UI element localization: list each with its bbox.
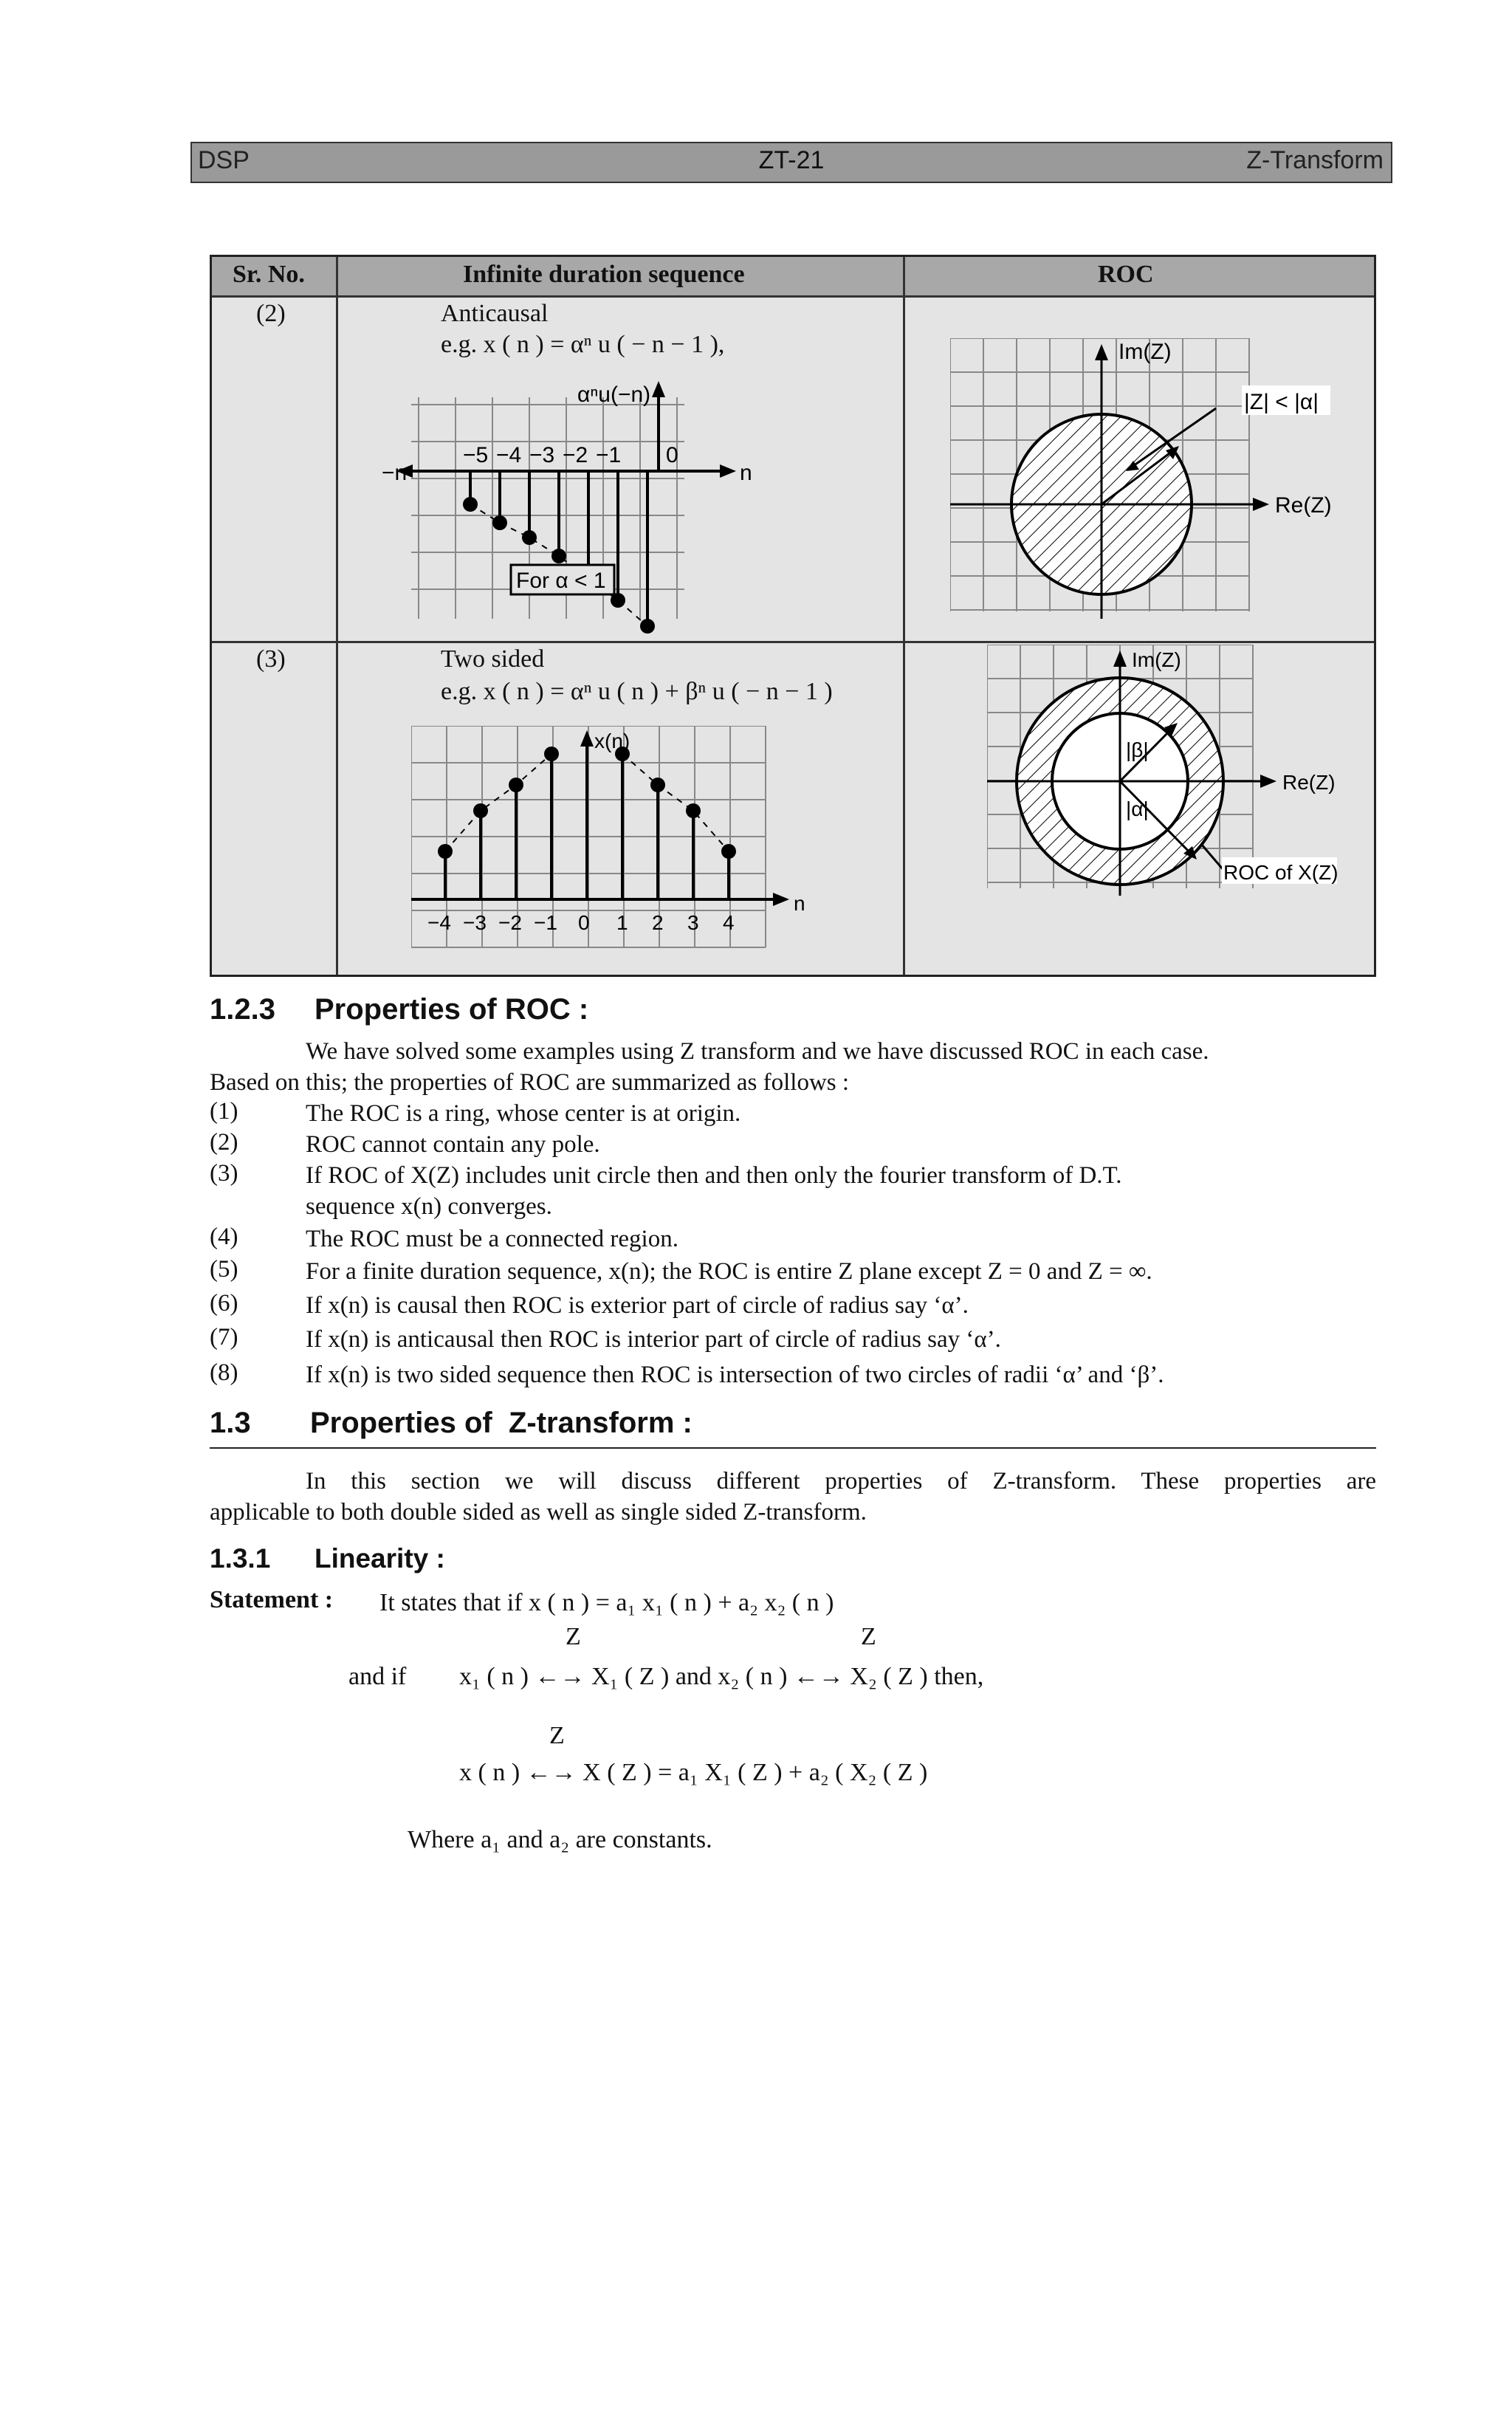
row-divider bbox=[212, 295, 1374, 298]
list-item: If x(n) is causal then ROC is exterior part of circle of radius say ‘α’. bbox=[306, 1292, 969, 1319]
two-sided-stem-plot bbox=[411, 726, 825, 962]
and-if-label: and if bbox=[348, 1663, 407, 1690]
section-title: Properties of ROC : bbox=[315, 993, 589, 1026]
anticausal-stem-plot bbox=[382, 375, 795, 634]
two-sided-roc-plot bbox=[987, 645, 1371, 970]
sec13-line-1: In this section we will discuss different properties of Z-transform. These properties are bbox=[306, 1468, 1376, 1495]
z-label: Z bbox=[861, 1623, 876, 1650]
sec13-line-2: applicable to both double sided as well as single sided Z-transform. bbox=[210, 1499, 867, 1526]
plot-label: x(n) bbox=[594, 730, 630, 752]
list-item-number: (8) bbox=[210, 1359, 238, 1386]
col-header-sequence: Infinite duration sequence bbox=[463, 261, 745, 288]
roc-axis-re: Re(Z) bbox=[1275, 493, 1332, 518]
tick-label: −1 bbox=[596, 443, 622, 467]
section-rule bbox=[210, 1447, 1376, 1449]
list-item-number: (3) bbox=[210, 1160, 238, 1187]
roc-axis-im: Im(Z) bbox=[1132, 648, 1181, 671]
tick-label: 1 bbox=[616, 911, 628, 934]
roc-radius-beta: |β| bbox=[1126, 738, 1149, 761]
tick-label: −1 bbox=[534, 911, 557, 934]
tick-label: −4 bbox=[496, 443, 522, 467]
tick-label: −4 bbox=[427, 911, 451, 934]
list-item: If x(n) is two sided sequence then ROC is intersection of two circles of radii ‘α’ and ‘β’. bbox=[306, 1362, 1164, 1388]
header-right: Z-Transform bbox=[1246, 146, 1384, 174]
intro-line-2: Based on this; the properties of ROC are summarized as follows : bbox=[210, 1069, 850, 1096]
statement-label: Statement : bbox=[210, 1586, 334, 1613]
tick-label: 3 bbox=[687, 911, 699, 934]
anticausal-roc-plot bbox=[950, 338, 1364, 626]
row-divider bbox=[212, 641, 1374, 643]
z-label: Z bbox=[566, 1623, 581, 1650]
roc-region-label: ROC of X(Z) bbox=[1223, 861, 1339, 884]
row-title: Two sided bbox=[441, 645, 545, 673]
table-header-row bbox=[212, 257, 1374, 295]
axis-label-pos: n bbox=[794, 892, 805, 915]
z-label: Z bbox=[549, 1722, 565, 1749]
tick-label: −3 bbox=[529, 443, 555, 467]
axis-label-pos: n bbox=[740, 461, 752, 485]
list-item-continued: sequence x(n) converges. bbox=[306, 1193, 552, 1220]
tick-label: −5 bbox=[463, 443, 489, 467]
intro-line-1: We have solved some examples using Z transform and we have discussed ROC in each case. bbox=[306, 1038, 1209, 1065]
list-item-number: (6) bbox=[210, 1290, 238, 1317]
list-item: The ROC is a ring, whose center is at origin. bbox=[306, 1100, 741, 1127]
plot-label: αⁿu(−n) bbox=[577, 382, 651, 407]
tick-label: 0 bbox=[666, 443, 678, 467]
header-left: DSP bbox=[198, 146, 250, 174]
section-title: Properties of Z-transform : bbox=[310, 1407, 693, 1439]
col-divider bbox=[903, 257, 905, 975]
roc-radius-alpha: |α| bbox=[1126, 797, 1149, 820]
page-header bbox=[190, 142, 1392, 183]
list-item: For a finite duration sequence, x(n); the ROC is entire Z plane except Z = 0 and Z = ∞. bbox=[306, 1258, 1152, 1285]
list-item: The ROC must be a connected region. bbox=[306, 1226, 678, 1252]
linearity-line-3: x ( n ) ←→ X ( Z ) = a₁ X₁ ( Z ) + a₂ ( X₂ ( Z ) bbox=[459, 1759, 928, 1786]
list-item: ROC cannot contain any pole. bbox=[306, 1131, 600, 1158]
tick-label: −3 bbox=[463, 911, 487, 934]
list-item-number: (1) bbox=[210, 1098, 238, 1125]
row-number: (3) bbox=[256, 645, 286, 673]
row-title: Anticausal bbox=[441, 300, 549, 327]
col-header-roc: ROC bbox=[1098, 261, 1154, 288]
header-page-number: ZT-21 bbox=[758, 146, 825, 174]
roc-table bbox=[210, 255, 1376, 977]
tick-label: −2 bbox=[563, 443, 588, 467]
tick-label: −2 bbox=[498, 911, 522, 934]
linearity-line-1: It states that if x ( n ) = a₁ x₁ ( n ) + a₂ x₂ ( n ) bbox=[379, 1589, 834, 1616]
axis-label-neg: −n bbox=[382, 461, 408, 485]
row-number: (2) bbox=[256, 300, 286, 327]
list-item-number: (4) bbox=[210, 1224, 238, 1250]
linearity-line-2: x₁ ( n ) ←→ X₁ ( Z ) and x₂ ( n ) ←→ X₂ ( Z ) then, bbox=[459, 1663, 984, 1690]
row-example: e.g. x ( n ) = αⁿ u ( − n − 1 ), bbox=[441, 331, 725, 358]
list-item-number: (2) bbox=[210, 1129, 238, 1156]
list-item-number: (7) bbox=[210, 1324, 238, 1351]
roc-condition: |Z| < |α| bbox=[1244, 390, 1319, 414]
plot-note: For α < 1 bbox=[516, 569, 606, 593]
roc-axis-re: Re(Z) bbox=[1282, 771, 1336, 794]
list-item-number: (5) bbox=[210, 1256, 238, 1283]
row-example: e.g. x ( n ) = αⁿ u ( n ) + βⁿ u ( − n − 1 ) bbox=[441, 678, 833, 705]
tick-label: 0 bbox=[578, 911, 590, 934]
tick-label: 2 bbox=[652, 911, 664, 934]
col-divider bbox=[336, 257, 338, 975]
section-number: 1.2.3 bbox=[210, 993, 275, 1026]
list-item: If x(n) is anticausal then ROC is interior part of circle of radius say ‘α’. bbox=[306, 1326, 1001, 1353]
col-header-srno: Sr. No. bbox=[233, 261, 305, 288]
list-item: If ROC of X(Z) includes unit circle then and then only the fourier transform of D.T. bbox=[306, 1162, 1122, 1189]
tick-label: 4 bbox=[723, 911, 735, 934]
subsection-title: Linearity : bbox=[315, 1543, 445, 1574]
linearity-where: Where a₁ and a₂ are constants. bbox=[408, 1826, 712, 1853]
section-number: 1.3 bbox=[210, 1407, 251, 1439]
roc-axis-im: Im(Z) bbox=[1118, 340, 1172, 364]
subsection-number: 1.3.1 bbox=[210, 1543, 271, 1574]
